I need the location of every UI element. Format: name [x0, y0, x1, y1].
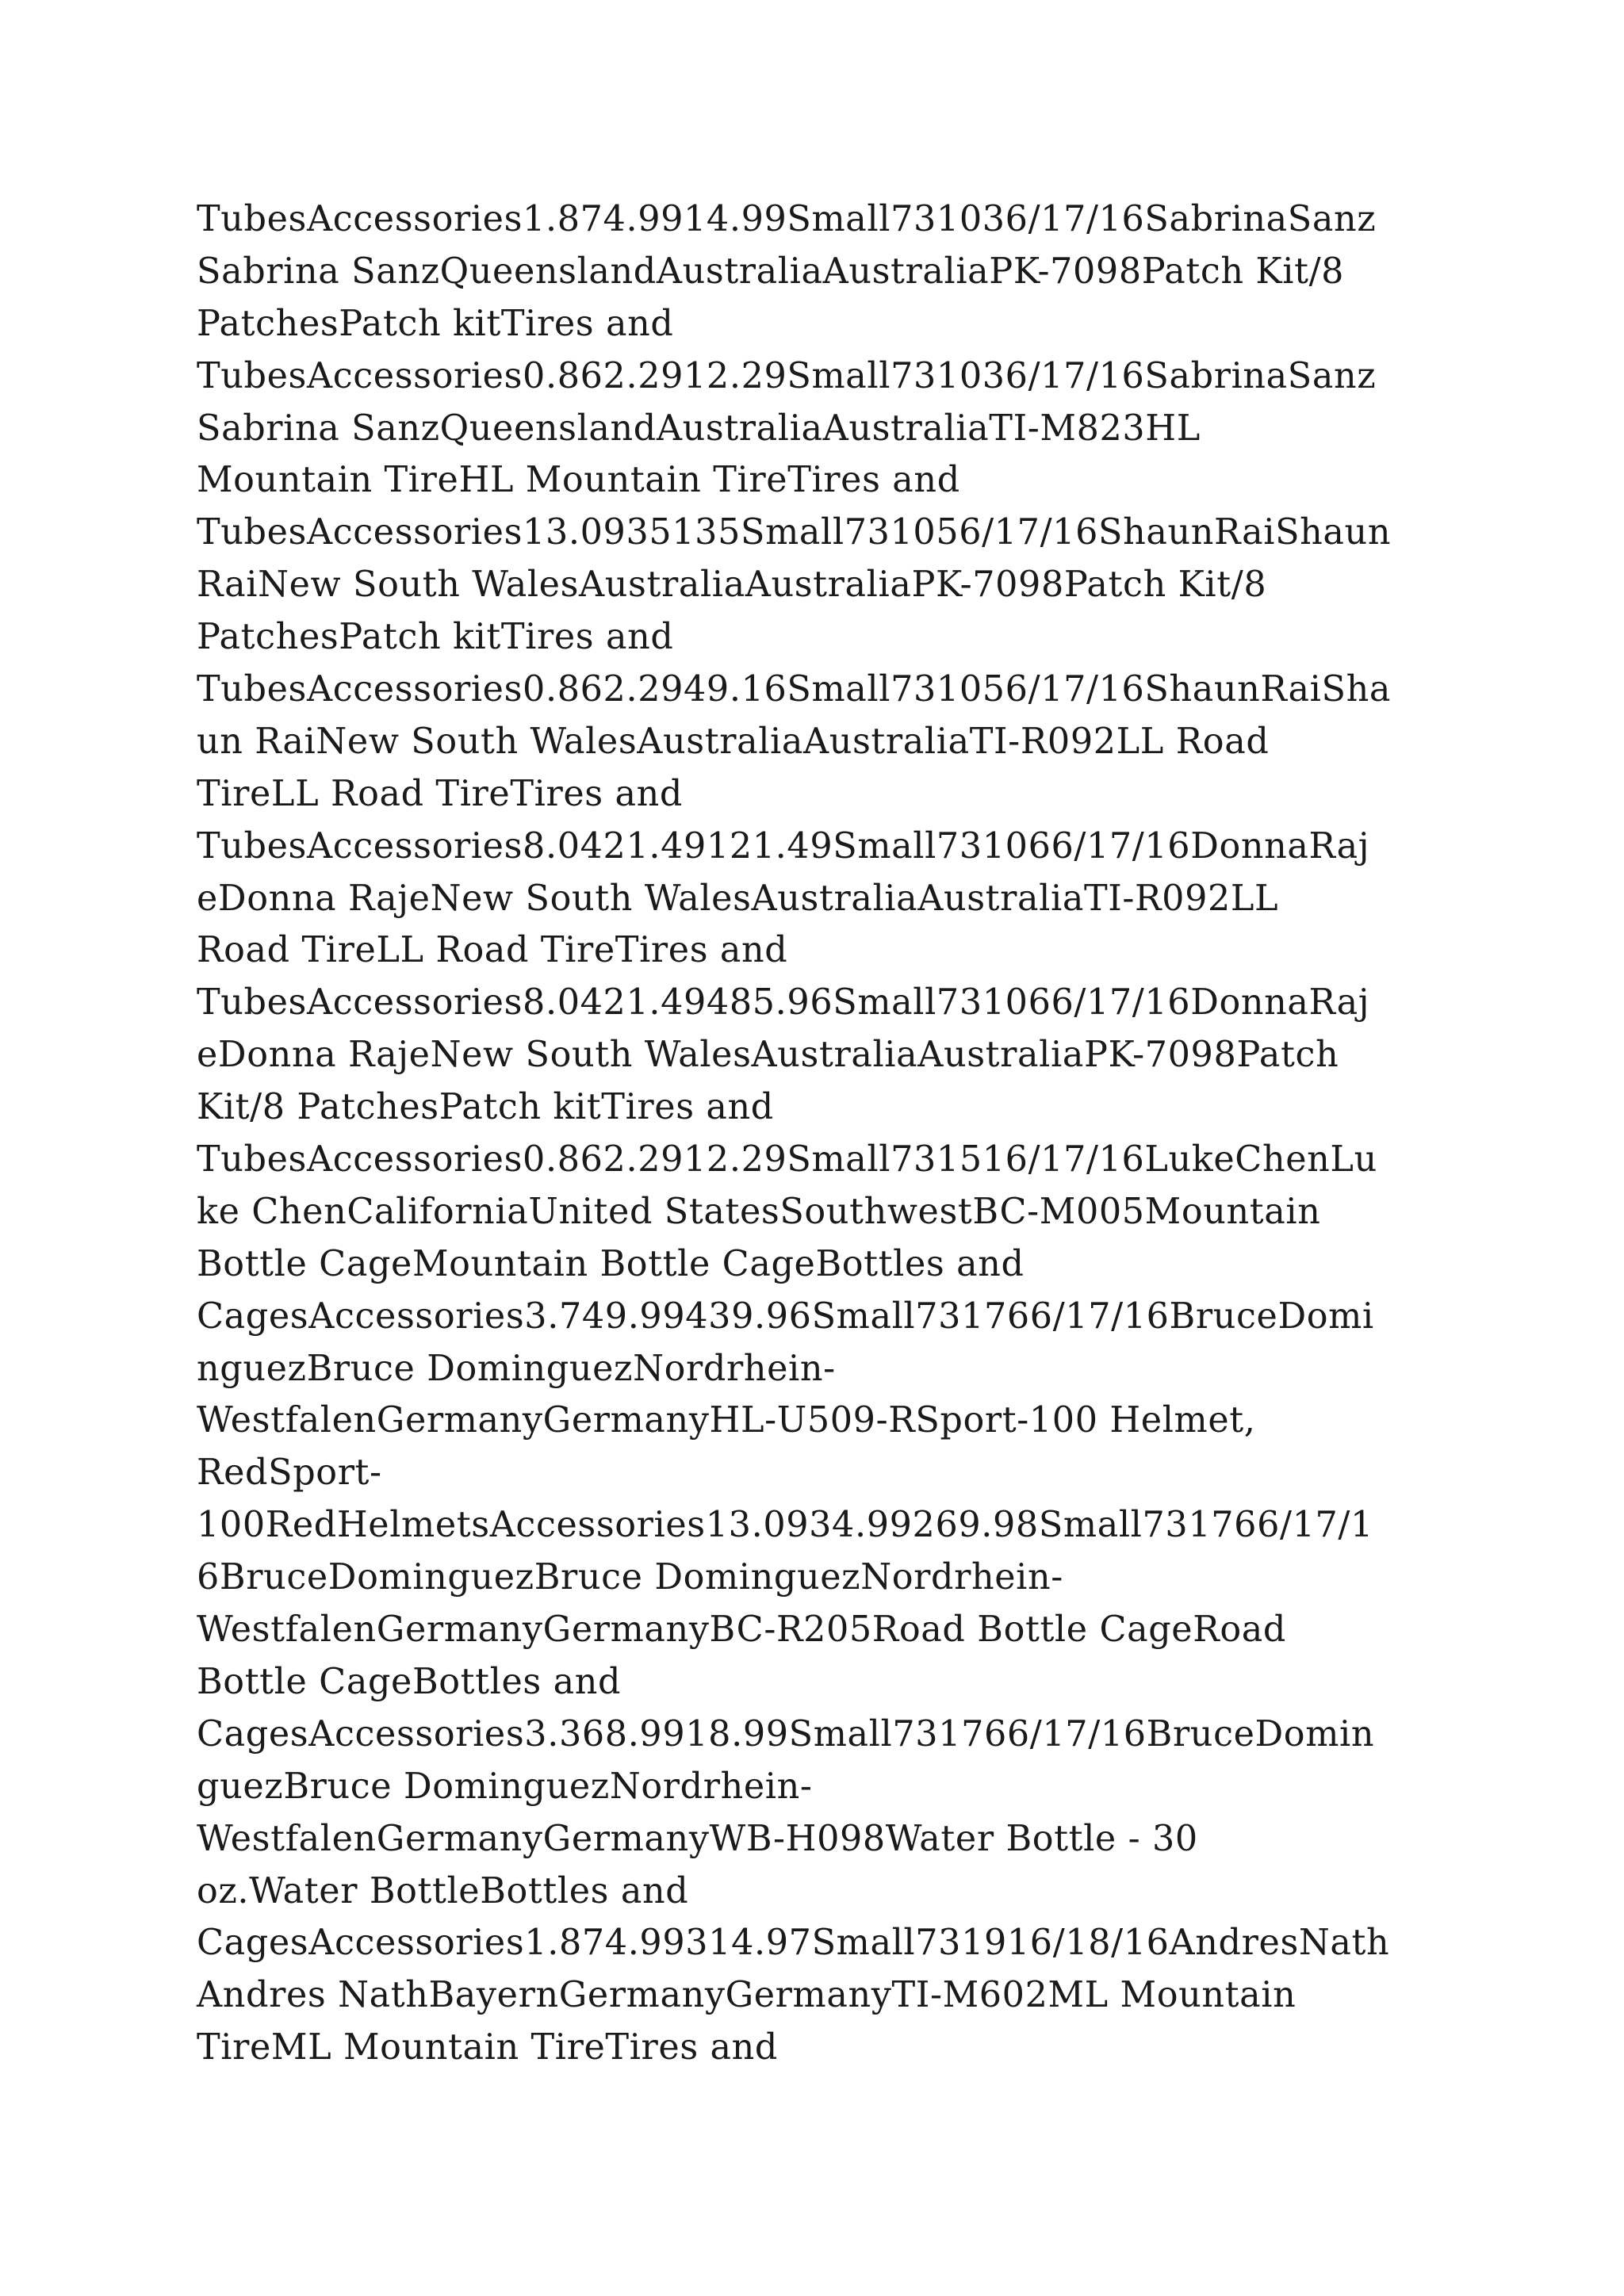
text-line-15: Road TireLL Road TireTires and: [197, 930, 788, 971]
text-line-17: eDonna RajeNew South WalesAustraliaAustraliaPK-7098Patch: [197, 1035, 1339, 1076]
text-line-32: WestfalenGermanyGermanyWB-H098Water Bottle - 30: [197, 1818, 1198, 1859]
text-line-29: Bottle CageBottles and: [197, 1661, 622, 1702]
text-line-6: Mountain TireHL Mountain TireTires and: [197, 460, 960, 501]
text-line-22: CagesAccessories3.749.99439.96Small731766/17/16BruceDomi: [197, 1295, 1374, 1337]
text-line-3: PatchesPatch kitTires and: [197, 303, 674, 344]
text-line-20: ke ChenCaliforniaUnited StatesSouthwestBC-M005Mountain: [197, 1191, 1321, 1232]
text-line-31: guezBruce DominguezNordrhein-: [197, 1766, 813, 1807]
text-line-21: Bottle CageMountain Bottle CageBottles and: [197, 1243, 1025, 1284]
text-line-24: WestfalenGermanyGermanyHL-U509-RSport-100 Helmet,: [197, 1400, 1256, 1441]
text-line-35: Andres NathBayernGermanyGermanyTI-M602ML Mountain: [197, 1975, 1297, 2016]
text-line-14: eDonna RajeNew South WalesAustraliaAustraliaTI-R092LL: [197, 878, 1279, 919]
text-line-33: oz.Water BottleBottles and: [197, 1870, 689, 1911]
text-line-7: TubesAccessories13.0935135Small731056/17/16ShaunRaiShaun: [197, 512, 1392, 553]
text-line-25: RedSport-: [197, 1452, 382, 1494]
text-line-18: Kit/8 PatchesPatch kitTires and: [197, 1087, 774, 1128]
text-line-27: 6BruceDominguezBruce DominguezNordrhein-: [197, 1557, 1063, 1598]
text-line-23: nguezBruce DominguezNordrhein-: [197, 1348, 836, 1389]
text-line-26: 100RedHelmetsAccessories13.0934.99269.98Small731766/17/1: [197, 1505, 1373, 1546]
text-line-4: TubesAccessories0.862.2912.29Small731036/17/16SabrinaSanz: [197, 355, 1377, 396]
text-line-19: TubesAccessories0.862.2912.29Small731516/17/16LukeChenLu: [197, 1139, 1377, 1181]
text-line-8: RaiNew South WalesAustraliaAustraliaPK-7098Patch Kit/8: [197, 564, 1267, 606]
text-line-5: Sabrina SanzQueenslandAustraliaAustraliaTI-M823HL: [197, 408, 1201, 449]
text-line-9: PatchesPatch kitTires and: [197, 617, 674, 658]
text-line-36: TireML Mountain TireTires and: [197, 2027, 779, 2068]
text-line-16: TubesAccessories8.0421.49485.96Small731066/17/16DonnaRaj: [197, 982, 1370, 1024]
text-line-1: TubesAccessories1.874.9914.99Small731036/17/16SabrinaSanz: [197, 199, 1377, 239]
text-line-34: CagesAccessories1.874.99314.97Small731916/18/16AndresNath: [197, 1923, 1390, 1964]
text-line-13: TubesAccessories8.0421.49121.49Small731066/17/16DonnaRaj: [197, 825, 1370, 867]
document-body-text: [197, 193, 1465, 2074]
text-line-11: un RaiNew South WalesAustraliaAustraliaTI-R092LL Road: [197, 721, 1270, 762]
text-line-12: TireLL Road TireTires and: [197, 773, 683, 814]
text-line-2: Sabrina SanzQueenslandAustraliaAustraliaPK-7098Patch Kit/8: [197, 251, 1345, 292]
text-line-10: TubesAccessories0.862.2949.16Small731056/17/16ShaunRaiSha: [197, 669, 1391, 710]
text-line-28: WestfalenGermanyGermanyBC-R205Road Bottle CageRoad: [197, 1609, 1286, 1651]
text-line-30: CagesAccessories3.368.9918.99Small731766/17/16BruceDomin: [197, 1713, 1375, 1755]
